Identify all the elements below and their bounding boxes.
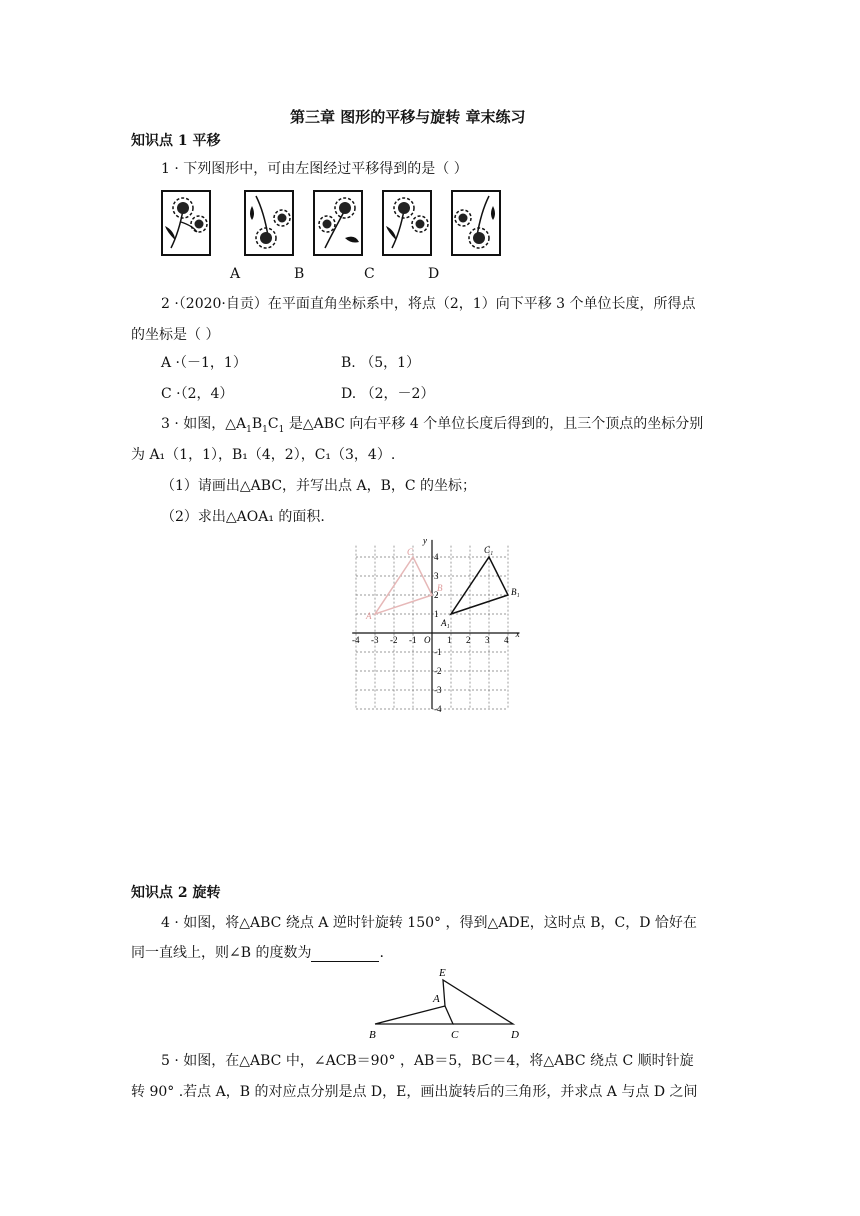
q4-label-a: A [433, 993, 440, 1005]
q3-line1-start: 3 · 如图，△A [161, 416, 247, 432]
y-tick-label: -1 [434, 647, 442, 657]
q2-option-d: D. （2，－2） [341, 386, 435, 402]
q3-sub2: （2）求出△AOA₁ 的面积. [161, 509, 325, 525]
q3-axes [352, 540, 519, 709]
x-tick-label: -4 [352, 635, 360, 645]
q4-line2-end: . [379, 945, 384, 961]
y-tick-label: -4 [434, 704, 442, 713]
q2-option-a: A ·（－1，1） [161, 355, 247, 371]
x-tick-label: 3 [485, 635, 490, 645]
q4-triangle-ade [443, 980, 513, 1024]
point-label-c: C [407, 547, 414, 557]
x-axis-label: x [515, 629, 520, 639]
q5-line1: 5 · 如图，在△ABC 中，∠ACB＝90° ，AB＝5，BC＝4，将△ABC 绕点 C 顺时针旋 [161, 1053, 694, 1069]
triangle-abc [375, 557, 432, 614]
q4-line1: 4 · 如图，将△ABC 绕点 A 逆时针旋转 150° ，得到△ADE，这时点 B，C，D 恰好在 [161, 915, 697, 931]
q3-point-labels [365, 545, 520, 628]
q2-line1: 2 ·（2020·自贡）在平面直角坐标系中，将点（2，1）向下平移 3 个单位长度，所得点 [161, 296, 696, 312]
q3-coordinate-figure [350, 535, 534, 713]
q1-option-d-label: D [428, 266, 440, 282]
section-heading-translation: 知识点 1 平移 [131, 133, 221, 149]
q3-line1: 3 · 如图，$\triangle A_1B_1C_1$ 是△ABC 向右平移 4 个单位长度后得到的，且三个顶点的坐标分别 [161, 416, 704, 435]
q1-stem: 1 · 下列图形中，可由左图经过平移得到的是（ ） [161, 161, 468, 177]
point-label-b: B [437, 583, 443, 593]
x-tick-label: 2 [466, 635, 471, 645]
q4-label-e: E [439, 967, 446, 979]
y-tick-label: 1 [434, 609, 439, 619]
q4-answer-blank[interactable] [311, 947, 379, 962]
y-tick-label: 3 [434, 571, 439, 581]
q4-triangle-abc [375, 1006, 453, 1024]
q4-rotation-figure [365, 964, 525, 1042]
sunflower-option-d-icon [451, 190, 501, 256]
q4-label-c: C [451, 1029, 459, 1041]
page-title: 第三章 图形的平移与旋转 章末练习 [290, 108, 526, 126]
y-tick-label: 4 [434, 552, 439, 562]
section-heading-rotation: 知识点 2 旋转 [131, 885, 221, 901]
q1-option-b-label: B [294, 266, 305, 282]
q1-option-a-label: A [230, 266, 241, 282]
y-tick-label: -3 [434, 685, 442, 695]
q2-option-c: C ·（2，4） [161, 386, 234, 402]
sunflower-option-c-icon [382, 190, 432, 256]
point-label-a1: A₁ [441, 618, 450, 628]
q3-tick-labels [352, 536, 520, 713]
q4-label-d: D [511, 1029, 519, 1041]
x-tick-label: 4 [504, 635, 509, 645]
point-label-c1: C₁ [484, 545, 494, 555]
q4-label-b: B [369, 1029, 376, 1041]
x-tick-label: 1 [447, 635, 452, 645]
y-tick-label: -2 [434, 666, 442, 676]
origin-label: O [424, 635, 431, 645]
point-label-b1: B₁ [511, 587, 520, 597]
q3-sub1: （1）请画出△ABC，并写出点 A，B，C 的坐标； [161, 478, 477, 494]
q4-line2-text: 同一直线上，则∠B 的度数为 [131, 945, 312, 961]
q2-line2: 的坐标是（ ） [131, 327, 220, 343]
triangle-a1b1c1 [451, 557, 508, 614]
q5-line2: 转 90° .若点 A，B 的对应点分别是点 D，E，画出旋转后的三角形，并求点 A 与点 D 之间 [131, 1084, 698, 1100]
y-axis-label: y [423, 535, 427, 546]
x-tick-label: -2 [390, 635, 398, 645]
q3-line2: 为 A₁（1，1），B₁（4，2），C₁（3，4）. [131, 447, 396, 463]
q4-line2 [131, 942, 384, 962]
q1-option-c-label: C [364, 266, 375, 282]
sunflower-original-icon [161, 190, 211, 256]
x-tick-label: -3 [371, 635, 379, 645]
q2-option-b: B. （5，1） [341, 355, 421, 371]
x-tick-label: -1 [409, 635, 417, 645]
y-tick-label: 2 [434, 590, 439, 600]
point-label-a: A [366, 611, 372, 621]
sunflower-option-b-icon [313, 190, 363, 256]
q3-line1-end: 是△ABC 向右平移 4 个单位长度后得到的，且三个顶点的坐标分别 [288, 416, 704, 432]
sunflower-option-a-icon [244, 190, 294, 256]
